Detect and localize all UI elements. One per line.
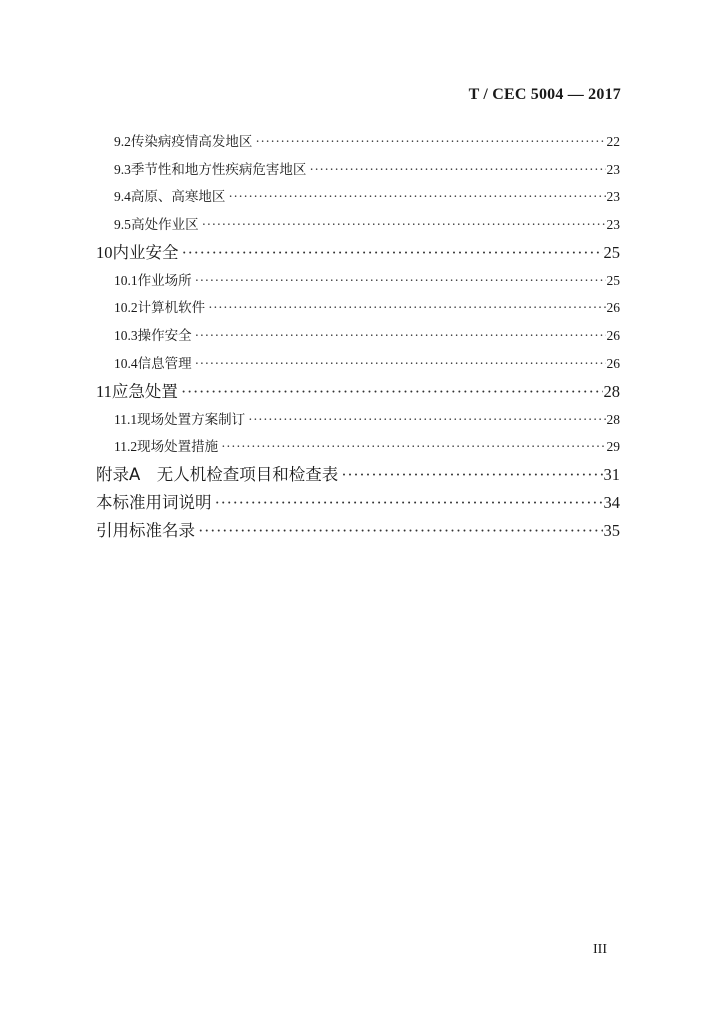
- toc-leader-dots: [248, 406, 605, 434]
- toc-entry-page: 23: [606, 217, 620, 233]
- toc-entry-page: 25: [606, 272, 620, 288]
- toc-entry-title: 现场处置措施: [137, 439, 219, 456]
- toc-entry-page: 26: [606, 355, 620, 371]
- toc-leader-dots: [228, 183, 605, 211]
- toc-entry-number: 10.4: [114, 355, 138, 371]
- toc-entry-page: 22: [606, 134, 620, 149]
- toc-chapter-number: 11: [96, 381, 112, 401]
- toc-entry-title: 操作安全: [137, 328, 192, 345]
- toc-leader-dots: [195, 267, 606, 295]
- toc-entry-number: 9.2: [114, 134, 131, 149]
- toc-appendix-page: 31: [603, 464, 620, 484]
- toc-chapter-number: 10: [96, 242, 113, 262]
- toc-entry[interactable]: [96, 433, 620, 461]
- toc-referenced-standards-page: 35: [603, 520, 620, 540]
- toc-entry-title: 高原、高寒地区: [130, 189, 226, 206]
- standard-code-header: T / CEC 5004 — 2017: [468, 86, 621, 103]
- toc-leader-dots: [221, 433, 605, 461]
- table-of-contents: [96, 128, 620, 545]
- toc-leader-dots: [255, 128, 605, 156]
- toc-leader-dots: [181, 378, 603, 406]
- toc-entry-number: 10.1: [114, 272, 138, 288]
- toc-leader-dots: [202, 211, 606, 239]
- toc-appendix[interactable]: [96, 461, 620, 489]
- toc-entry[interactable]: [96, 128, 620, 156]
- toc-wording-page: 34: [603, 492, 620, 512]
- toc-chapter-page: 25: [603, 242, 620, 262]
- toc-entry[interactable]: [96, 267, 620, 295]
- toc-entry-title: 现场处置方案制订: [137, 411, 246, 428]
- toc-entry-number: 10.3: [114, 328, 138, 344]
- toc-entry[interactable]: [96, 211, 620, 239]
- toc-entry-page: 23: [606, 161, 620, 177]
- toc-chapter-title: 应急处置: [111, 381, 178, 401]
- toc-entry-number: 10.2: [114, 300, 138, 316]
- toc-entry-page: 23: [606, 189, 620, 205]
- toc-leader-dots: [198, 517, 603, 545]
- toc-entry[interactable]: [96, 406, 620, 434]
- toc-chapter[interactable]: [96, 378, 620, 406]
- toc-wording-title: 本标准用词说明: [96, 492, 212, 512]
- toc-referenced-standards[interactable]: [96, 517, 620, 545]
- toc-entry-page: 28: [606, 411, 620, 427]
- toc-leader-dots: [341, 461, 602, 489]
- toc-entry-number: 9.3: [114, 161, 131, 177]
- toc-entry[interactable]: [96, 294, 620, 322]
- toc-leader-dots: [208, 294, 605, 322]
- toc-chapter-title: 内业安全: [112, 242, 179, 262]
- toc-chapter[interactable]: [96, 239, 620, 267]
- page-number-footer: III: [593, 942, 607, 957]
- toc-referenced-standards-title: 引用标准名录: [96, 520, 195, 540]
- toc-entry-title: 传染病疫情高发地区: [130, 134, 253, 150]
- toc-leader-dots: [195, 322, 606, 350]
- toc-entry-page: 26: [606, 300, 620, 316]
- toc-entry-number: 11.1: [114, 411, 138, 427]
- toc-entry-title: 季节性和地方性疾病危害地区: [130, 161, 307, 178]
- toc-leader-dots: [182, 239, 603, 267]
- toc-entry[interactable]: [96, 322, 620, 350]
- toc-chapter-page: 28: [603, 381, 620, 401]
- toc-wording-explanation[interactable]: [96, 489, 620, 517]
- toc-entry[interactable]: [96, 156, 620, 184]
- toc-entry[interactable]: [96, 183, 620, 211]
- toc-entry-title: 高处作业区: [131, 217, 199, 234]
- toc-leader-dots: [215, 489, 603, 517]
- toc-entry-title: 信息管理: [137, 355, 192, 372]
- toc-appendix-title: 附录A 无人机检查项目和检查表: [96, 464, 339, 484]
- toc-entry-page: 29: [606, 439, 620, 455]
- toc-entry[interactable]: [96, 350, 620, 378]
- toc-entry-number: 11.2: [114, 439, 138, 455]
- toc-leader-dots: [309, 156, 605, 184]
- toc-entry-number: 9.4: [114, 189, 131, 205]
- toc-entry-title: 作业场所: [137, 272, 192, 289]
- toc-entry-page: 26: [606, 328, 620, 344]
- toc-entry-title: 计算机软件: [137, 300, 206, 317]
- toc-entry-number: 9.5: [114, 217, 131, 233]
- toc-leader-dots: [195, 350, 606, 378]
